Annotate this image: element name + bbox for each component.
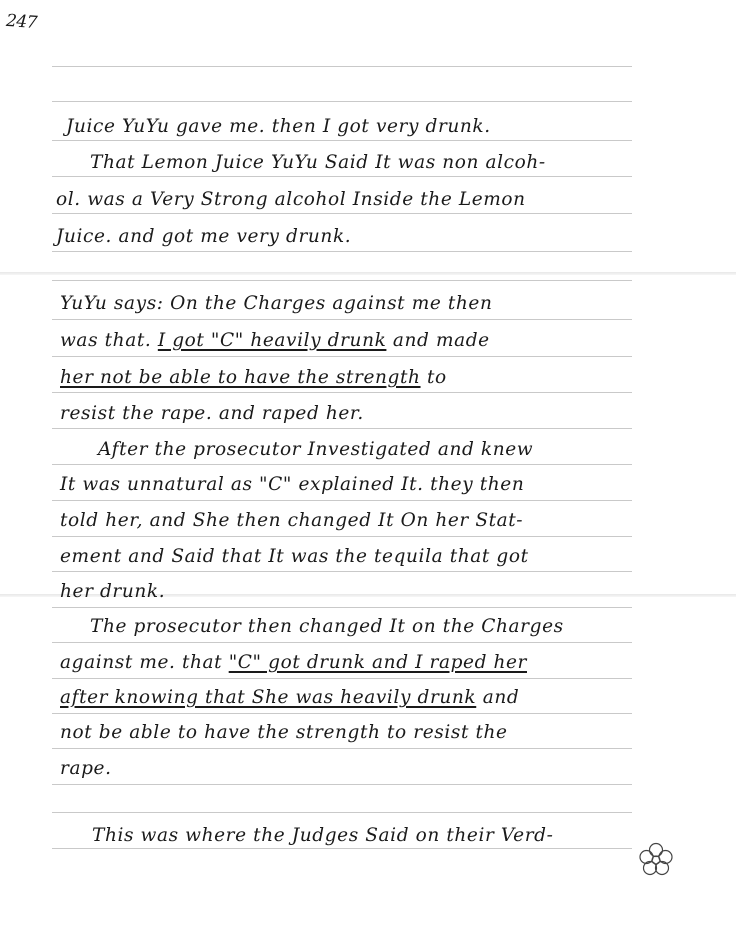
ruled-line	[52, 140, 632, 141]
line-text: YuYu says: On the Charges against me then	[60, 293, 493, 314]
text-line	[60, 758, 112, 779]
text-line	[60, 293, 492, 314]
line-text: rape.	[60, 758, 112, 779]
ruled-line	[52, 280, 632, 281]
flower-stamp-icon	[638, 842, 674, 878]
ruled-line	[52, 642, 632, 643]
line-text: The prosecutor then changed It on the Charges	[90, 616, 564, 637]
ruled-line	[52, 101, 632, 102]
line-text: After the prosecutor Investigated and knew	[98, 439, 534, 460]
paper-fold	[0, 272, 736, 275]
ruled-line	[52, 464, 632, 465]
line-text: Juice YuYu gave me. then I got very drunk.	[66, 116, 491, 137]
text-line	[60, 652, 527, 673]
text-line	[98, 439, 533, 460]
text-line	[56, 226, 351, 247]
ruled-line	[52, 500, 632, 501]
ruled-line	[52, 356, 632, 357]
text-line	[90, 152, 546, 173]
line-text: to	[420, 367, 447, 388]
text-line	[60, 722, 508, 743]
ruled-line	[52, 392, 632, 393]
page-number: 247	[5, 10, 38, 34]
text-line	[60, 687, 519, 708]
text-line	[60, 330, 490, 351]
text-line	[60, 546, 529, 567]
ruled-line	[52, 748, 632, 749]
line-text: It was unnatural as "C" explained It. they then	[60, 474, 525, 495]
text-line	[60, 367, 447, 388]
ruled-line	[52, 607, 632, 608]
underlined-text: after knowing that She was heavily drunk	[60, 687, 477, 708]
text-line	[60, 581, 165, 602]
text-line	[56, 189, 526, 210]
ruled-line	[52, 428, 632, 429]
text-line	[66, 116, 491, 137]
line-text: not be able to have the strength to resist the	[60, 722, 508, 743]
ruled-line	[52, 176, 632, 177]
line-text: Juice. and got me very drunk.	[56, 226, 352, 247]
ruled-line	[52, 536, 632, 537]
line-text: and	[476, 687, 520, 708]
line-text: This was where the Judges Said on their Verd-	[92, 825, 554, 846]
line-text: That Lemon Juice YuYu Said It was non alcoh-	[90, 152, 546, 173]
ruled-line	[52, 784, 632, 785]
ruled-line	[52, 678, 632, 679]
ruled-line	[52, 213, 632, 214]
text-line	[92, 825, 553, 846]
line-text: was that.	[60, 330, 158, 351]
underlined-text: her not be able to have the strength	[60, 367, 421, 388]
text-line	[60, 510, 523, 531]
line-text: against me. that	[60, 652, 229, 673]
ruled-line	[52, 848, 632, 849]
ruled-line	[52, 319, 632, 320]
underlined-text: "C" got drunk and I raped her	[228, 652, 527, 673]
ruled-line	[52, 812, 632, 813]
ruled-line	[52, 251, 632, 252]
line-text: and made	[386, 330, 490, 351]
text-line	[60, 474, 524, 495]
ruled-line	[52, 66, 632, 67]
line-text: her drunk.	[60, 581, 166, 602]
underlined-text: I got "C" heavily drunk	[157, 330, 387, 351]
ruled-line	[52, 571, 632, 572]
line-text: resist the rape. and raped her.	[60, 403, 364, 424]
text-line	[90, 616, 564, 637]
line-text: ement and Said that It was the tequila that got	[60, 546, 529, 567]
line-text: ol. was a Very Strong alcohol Inside the Lemon	[56, 189, 526, 210]
line-text: told her, and She then changed It On her Stat-	[60, 510, 524, 531]
text-line	[60, 403, 364, 424]
ruled-line	[52, 713, 632, 714]
